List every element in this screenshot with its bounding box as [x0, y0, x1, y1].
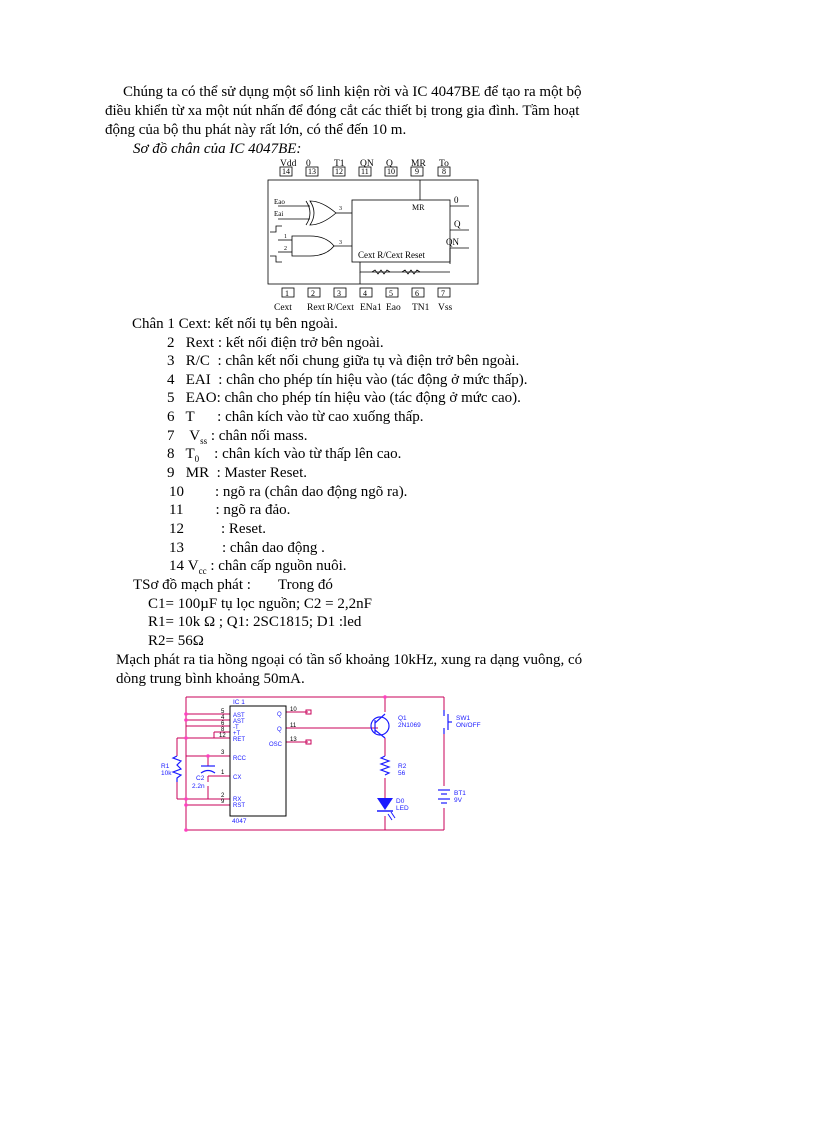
gate-eai-label: Eai	[274, 210, 284, 218]
outro-line-2: dòng trung bình khoảng 50mA.	[116, 671, 305, 687]
outro-line-1: Mạch phát ra tia hồng ngoại có tần số khoảng 10kHz, xung ra dạng vuông, có	[116, 652, 583, 668]
bottom-pin-label-vss: Vss	[438, 303, 453, 313]
pin-num: 13	[169, 540, 184, 556]
top-pin-num-11: 11	[361, 167, 369, 176]
ic-pin-12-name: RET	[233, 737, 245, 743]
gate-in-2: 2	[284, 246, 287, 252]
pin-num: 2	[167, 335, 175, 351]
pin-sub: ss	[200, 436, 208, 446]
ic-pin-4-name: AST	[233, 719, 245, 725]
pin-name: Rext	[185, 335, 215, 351]
pin-desc: : Master Reset.	[216, 465, 307, 481]
pin-num: 9	[167, 465, 175, 481]
ic-pin-12-num: 12	[219, 733, 226, 739]
d0-label: D0	[396, 798, 405, 805]
top-pin-num-8: 8	[442, 167, 446, 176]
d0-part: LED	[396, 805, 409, 812]
inner-out-0: 0	[454, 195, 459, 205]
pin-name: V	[189, 428, 201, 444]
pin-desc: : Reset.	[221, 521, 266, 537]
pin-name: MR	[185, 465, 210, 481]
pin-row-1	[132, 315, 338, 333]
pin-desc: : kết nối điện trở bên ngoài.	[217, 335, 384, 351]
ic-pin-1-num: 1	[221, 770, 225, 776]
top-pin-label-vdd: Vdd	[280, 159, 297, 169]
bottom-pin-num-2: 2	[311, 289, 315, 298]
ic-pin-2-num: 2	[221, 793, 225, 799]
bottom-pin-num-6: 6	[415, 289, 419, 298]
r1-label: R1	[161, 763, 170, 770]
gate-out-3b: 3	[339, 240, 342, 246]
top-pin-num-10: 10	[387, 167, 395, 176]
pin-desc: chân cho phép tín hiệu vào (tác động ở mức cao).	[224, 390, 521, 406]
r1-resistor-icon	[173, 756, 181, 782]
bottom-pin-num-7: 7	[441, 289, 445, 298]
pin-row-9	[167, 464, 307, 482]
top-pin-num-9: 9	[415, 167, 419, 176]
r1-value: 10k	[161, 770, 172, 777]
inner-bottom-label: Cext R/Cext Reset	[358, 250, 425, 260]
pin-desc: : ngõ ra đảo.	[215, 502, 291, 518]
pin-desc: : kết nối tụ bên ngoài.	[207, 316, 338, 332]
pin-desc: : chân kích vào từ cao xuống thấp.	[217, 409, 424, 425]
ic-pin-8-num: 8	[221, 727, 225, 733]
bottom-pin-label-ena1: ENa1	[360, 303, 382, 313]
pin-name: R/C	[185, 353, 210, 369]
pin-sub: 0	[194, 454, 200, 464]
inner-out-qn: QN	[446, 237, 459, 247]
r2-resistor-icon	[381, 756, 389, 775]
ic-pin-5-num: 5	[221, 709, 225, 715]
bottom-pin-num-4: 4	[363, 289, 367, 298]
pin-row-12	[169, 520, 266, 538]
pin-row-11	[169, 501, 290, 519]
ic-pin-6-num: 6	[221, 721, 225, 727]
c2-label: C2	[196, 775, 205, 782]
pin-desc: : ngõ ra (chân dao động ngõ ra).	[215, 484, 408, 500]
top-pin-label-to: To	[439, 159, 449, 169]
pin-num: 3	[167, 353, 175, 369]
ic-pin-3-num: 3	[221, 750, 225, 756]
pin-row-3	[167, 352, 519, 370]
pin-row-4	[167, 371, 528, 389]
pin-name: EAI	[185, 372, 211, 388]
pin-row-5	[167, 389, 521, 407]
ic-pin-9-name: RST	[233, 803, 245, 809]
pin-num: 12	[169, 521, 184, 537]
pin-num: 10	[169, 484, 184, 500]
bottom-pin-label-eao: Eao	[386, 303, 401, 313]
r2-value: 56	[398, 770, 406, 777]
c2-value: 2.2n	[192, 783, 205, 790]
gate-eao-label: Eao	[274, 198, 285, 206]
ic-pin-11-name: Q	[277, 727, 282, 733]
ic-pin-3-name: RCC	[233, 756, 246, 762]
gate-in-1: 1	[284, 234, 287, 240]
pin-name: V	[187, 558, 199, 574]
pin-num: 14	[169, 558, 184, 574]
pin-num: 8	[167, 446, 175, 462]
ic-part: 4047	[232, 818, 247, 825]
q1-transistor-icon	[371, 717, 389, 735]
top-pin-num-13: 13	[308, 167, 316, 176]
ic-pin-9-num: 9	[221, 799, 225, 805]
ic-pin-11-num: 11	[290, 723, 297, 729]
pin-desc: : chân kết nối chung giữa tụ và điện trở bên ngoài.	[217, 353, 520, 369]
bottom-pin-label-tn1: TN1	[412, 303, 430, 313]
ic-pin-13-num: 13	[290, 737, 297, 743]
ic-pin-2-name: RX	[233, 797, 242, 803]
ic-pin-6-name: -T	[233, 725, 239, 731]
ic-pin-13-name: OSC	[269, 742, 283, 748]
transmitter-heading: TSơ đồ mạch phát :	[133, 577, 251, 593]
ic-pin-10-name: Q	[277, 712, 282, 718]
ic-label: IC 1	[233, 699, 245, 706]
pin-desc: : chân nối mass.	[210, 428, 308, 444]
bottom-pin-num-5: 5	[389, 289, 393, 298]
pin-desc: : chân kích vào từ thấp lên cao.	[214, 446, 402, 462]
bt1-label: BT1	[454, 790, 466, 797]
pin-sub: cc	[198, 566, 207, 576]
pin-row-13	[169, 539, 325, 557]
pin-row-6	[167, 408, 424, 426]
ic-pin-10-num: 10	[290, 707, 297, 713]
ic-pin-4-num: 4	[221, 715, 225, 721]
bottom-pin-label-rext: Rext	[307, 303, 325, 313]
intro-line-2: điều khiển từ xa một nút nhấn để đóng cắt các thiết bị trong gia đình. Tầm hoạt	[105, 103, 580, 119]
ic-pinout-diagram	[262, 156, 487, 316]
ic-pin-8-name: +T	[233, 731, 241, 737]
pin-name: EAO:	[185, 390, 221, 406]
pin-num: Chân 1	[132, 316, 175, 332]
top-pin-label-t1: T1	[334, 159, 345, 169]
inner-mr-label: MR	[412, 203, 425, 212]
pin-num: 4	[167, 372, 175, 388]
pin-name: T	[185, 409, 195, 425]
ic-pin-5-name: AST	[233, 713, 245, 719]
top-pin-label-0: 0	[306, 159, 311, 169]
pin-row-2	[167, 334, 384, 352]
bottom-pin-num-3: 3	[337, 289, 341, 298]
inner-out-q: Q	[454, 219, 461, 229]
ic-pin-1-name: CX	[233, 775, 242, 781]
sw1-value: ON/OFF	[456, 722, 481, 729]
top-pin-label-mr: MR	[411, 159, 426, 169]
bottom-pin-label-cext: Cext	[274, 303, 292, 313]
d0-led-icon	[377, 798, 395, 820]
top-pin-num-12: 12	[335, 167, 343, 176]
intro-line-1: Chúng ta có thể sử dụng một số linh kiện rời và IC 4047BE để tạo ra một bộ	[123, 84, 582, 100]
pin-desc: : chân dao động .	[222, 540, 325, 556]
transmitter-where: Trong đó	[278, 577, 333, 593]
intro-line-3: động của bộ thu phát này rất lớn, có thể đến 10 m.	[105, 122, 407, 138]
pin-num: 5	[167, 390, 175, 406]
pin-desc: : chân cho phép tín hiệu vào (tác động ở mức thấp).	[218, 372, 528, 388]
pin-num: 7	[167, 428, 175, 444]
transmitter-line-3: R2= 56Ω	[148, 633, 204, 649]
pin-name: T	[185, 446, 195, 462]
top-pin-label-q: Q	[386, 159, 393, 169]
pin-row-10	[169, 483, 407, 501]
bottom-pin-num-1: 1	[285, 289, 289, 298]
pin-name: Cext	[178, 316, 208, 332]
bottom-pin-label-rcext: R/Cext	[327, 303, 354, 313]
top-pin-num-14: 14	[282, 167, 290, 176]
top-pin-label-qn: QN	[360, 159, 374, 169]
transmitter-line-1: C1= 100µF tụ lọc nguồn; C2 = 2,2nF	[148, 596, 372, 612]
pin-desc: : chân cấp nguồn nuôi.	[210, 558, 347, 574]
q1-label: Q1	[398, 715, 407, 722]
gate-out-3: 3	[339, 206, 342, 212]
transmitter-line-2: R1= 10k Ω ; Q1: 2SC1815; D1 :led	[148, 614, 362, 630]
r2-label: R2	[398, 763, 407, 770]
pinout-heading: Sơ đồ chân của IC 4047BE:	[133, 141, 302, 157]
bt1-value: 9V	[454, 797, 462, 804]
transmitter-circuit	[158, 690, 481, 835]
q1-part: 2N1069	[398, 722, 421, 729]
pin-num: 11	[169, 502, 184, 518]
sw1-label: SW1	[456, 715, 471, 722]
pin-num: 6	[167, 409, 175, 425]
